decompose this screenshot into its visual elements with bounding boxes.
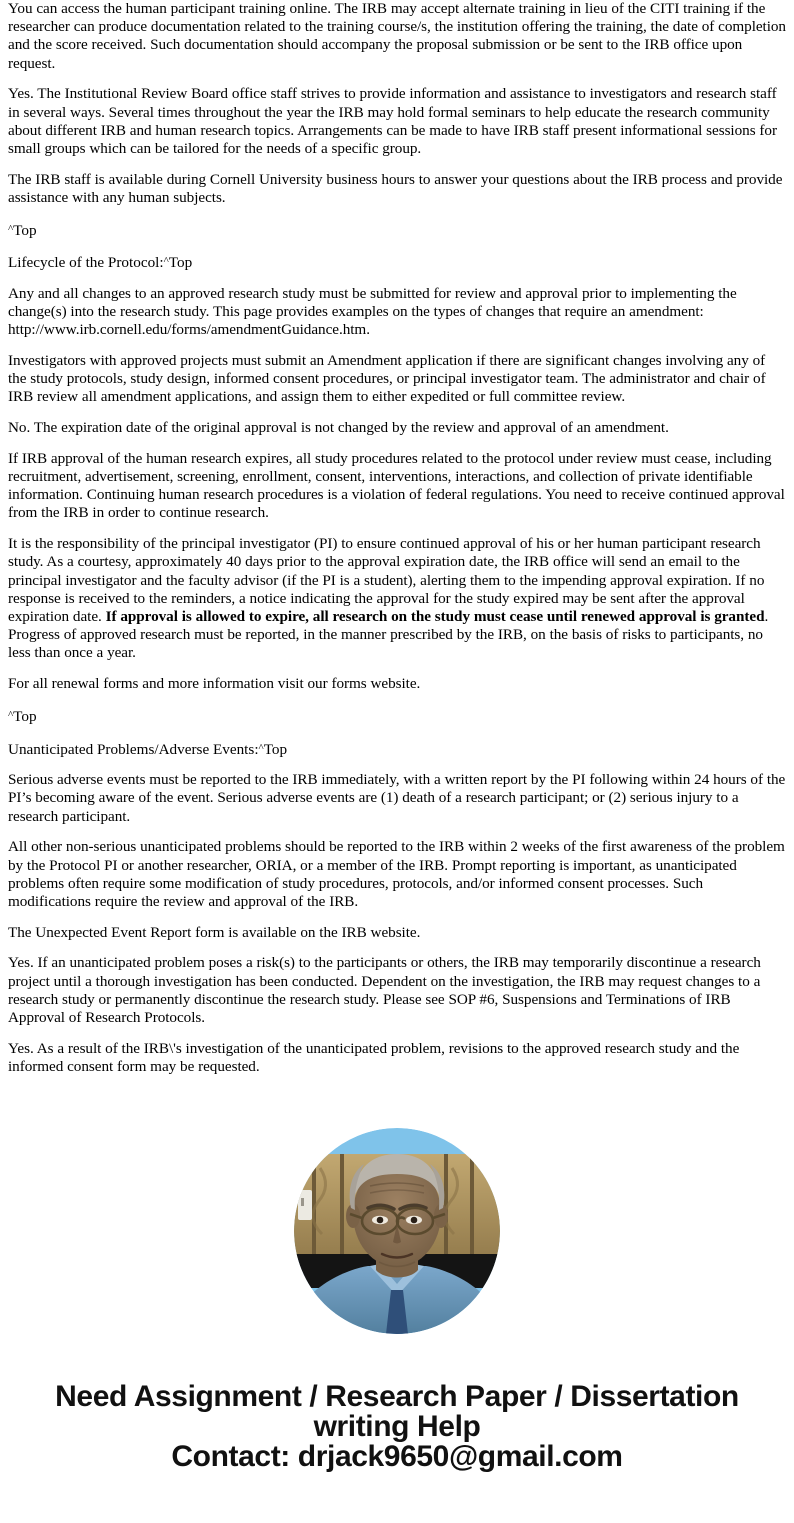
paragraph-amendment-application: Investigators with approved projects must submit an Amendment application if there are significant changes involving any of the study protocols, study design, informed consent procedures, or principal investigator team. The administrator and chair of IRB review all amendment applications, and assign them to either expedited or full committee review. <box>8 352 766 406</box>
caret-icon: ^ <box>163 255 169 268</box>
anchor-top-label[interactable]: Top <box>168 254 193 272</box>
paragraph-text-after-bold: . Progress of approved research must be reported, in the manner prescribed by the IRB, on the basis of risks to participants, no less than once a year. <box>8 607 769 662</box>
section-heading-lifecycle <box>8 252 786 272</box>
paragraph-irb-assistance: Yes. The Institutional Review Board office staff strives to provide information and assistance to investigators and research staff in several ways. Several times throughout the year the IRB may hold formal seminars to help educate the research community about different IRB and human research topics. Arrangements can be made to have IRB staff present informational sessions for small groups which can be tailored for the needs of a specific group. <box>8 85 777 157</box>
paragraph-bold-emphasis: If approval is allowed to expire, all research on the study must cease until renewed approval is granted <box>105 607 765 625</box>
paragraph-suspension: Yes. If an unanticipated problem poses a risk(s) to the participants or others, the IRB may temporarily discontinue a research project until a thorough investigation has been conducted. Dependent on the investigation, the IRB may request changes to a research study or permanently discontinue the research study. Please see SOP #6, Suspensions and Terminations of IRB Approval of Research Protocols. <box>8 954 761 1026</box>
anchor-top-link-1[interactable] <box>8 220 786 240</box>
paragraph-pi-responsibility <box>8 535 786 662</box>
avatar-container <box>8 1128 786 1334</box>
section-heading-unanticipated-text: Unanticipated Problems/Adverse Events: <box>8 740 259 758</box>
paragraph-renewal-forms: For all renewal forms and more information visit our forms website. <box>8 675 421 693</box>
caret-icon: ^ <box>8 708 14 721</box>
paragraph-non-serious: All other non-serious unanticipated problems should be reported to the IRB within 2 weeks of the first awareness of the problem by the Protocol PI or another researcher, ORIA, or a member of the IRB. Prompt reporting is important, as unanticipated problems often require some modification of study procedures, protocols, and/or informed consent processes. Such modifications require the review and approval of the IRB. <box>8 838 785 910</box>
anchor-top-link-2[interactable] <box>8 706 786 726</box>
anchor-top-label[interactable]: Top <box>263 740 288 758</box>
caret-icon: ^ <box>258 741 264 754</box>
paragraph-amendments: Any and all changes to an approved research study must be submitted for review and approval prior to implementing the change(s) into the research study. This page provides examples on the types of changes that require an amendment: http://www.irb.cornell.edu/forms/amendmentGuidance.htm. <box>8 284 737 339</box>
anchor-top-label: Top <box>13 221 37 239</box>
paragraph-unexpected-event-form: The Unexpected Event Report form is available on the IRB website. <box>8 923 421 941</box>
avatar <box>294 1128 500 1334</box>
section-heading-lifecycle-text: Lifecycle of the Protocol: <box>8 254 164 272</box>
promo-line-2: Contact: drjack9650@gmail.com <box>171 1440 623 1474</box>
promo-line-1: Need Assignment / Research Paper / Dissertation writing Help <box>55 1380 739 1444</box>
paragraph-training: You can access the human participant training online. The IRB may accept alternate training in lieu of the CITI training if the researcher can produce documentation related to the training course/s, the institution offering the training, the date of completion and the score received. Such documentation should accompany the proposal submission or be sent to the IRB office upon request. <box>8 0 786 72</box>
avatar-photo-illustration <box>294 1128 500 1334</box>
paragraph-business-hours: The IRB staff is available during Cornell University business hours to answer your questions about the IRB process and provide assistance with any human subjects. <box>8 170 783 206</box>
caret-icon: ^ <box>8 222 14 235</box>
paragraph-text-before-bold: It is the responsibility of the principal investigator (PI) to ensure continued approval of his or her human participant research study. As a courtesy, approximately 40 days prior to the approval expiration date, the IRB office will send an email to the principal investigator and the faculty advisor (if the PI is a student), alerting them to the impending approval expiration. If no response is received to the reminders, a notice indicating the approval for the study expired may be sent after the approval expiration date. <box>8 535 765 625</box>
paragraph-expiration-unchanged: No. The expiration date of the original approval is not changed by the review and approval of an amendment. <box>8 419 669 437</box>
paragraph-serious-adverse: Serious adverse events must be reported to the IRB immediately, with a written report by the PI following within 24 hours of the PI’s becoming aware of the event. Serious adverse events are (1) death of a research participant; or (2) serious injury to a research participant. <box>8 771 786 825</box>
paragraph-approval-expires: If IRB approval of the human research expires, all study procedures related to the protocol under review must cease, including recruitment, advertisement, screening, enrollment, consent, interventions, interactions, and collection of private identifiable information. Continuing human research procedures is a violation of federal regulations. You need to receive continued approval from the IRB in order to continue research. <box>8 449 785 522</box>
section-heading-unanticipated <box>8 739 786 759</box>
paragraph-revisions: Yes. As a result of the IRB\'s investigation of the unanticipated problem, revisions to the approved research study and the informed consent form may be requested. <box>8 1039 740 1075</box>
promo-heading <box>8 1382 786 1472</box>
anchor-top-label: Top <box>13 707 37 725</box>
